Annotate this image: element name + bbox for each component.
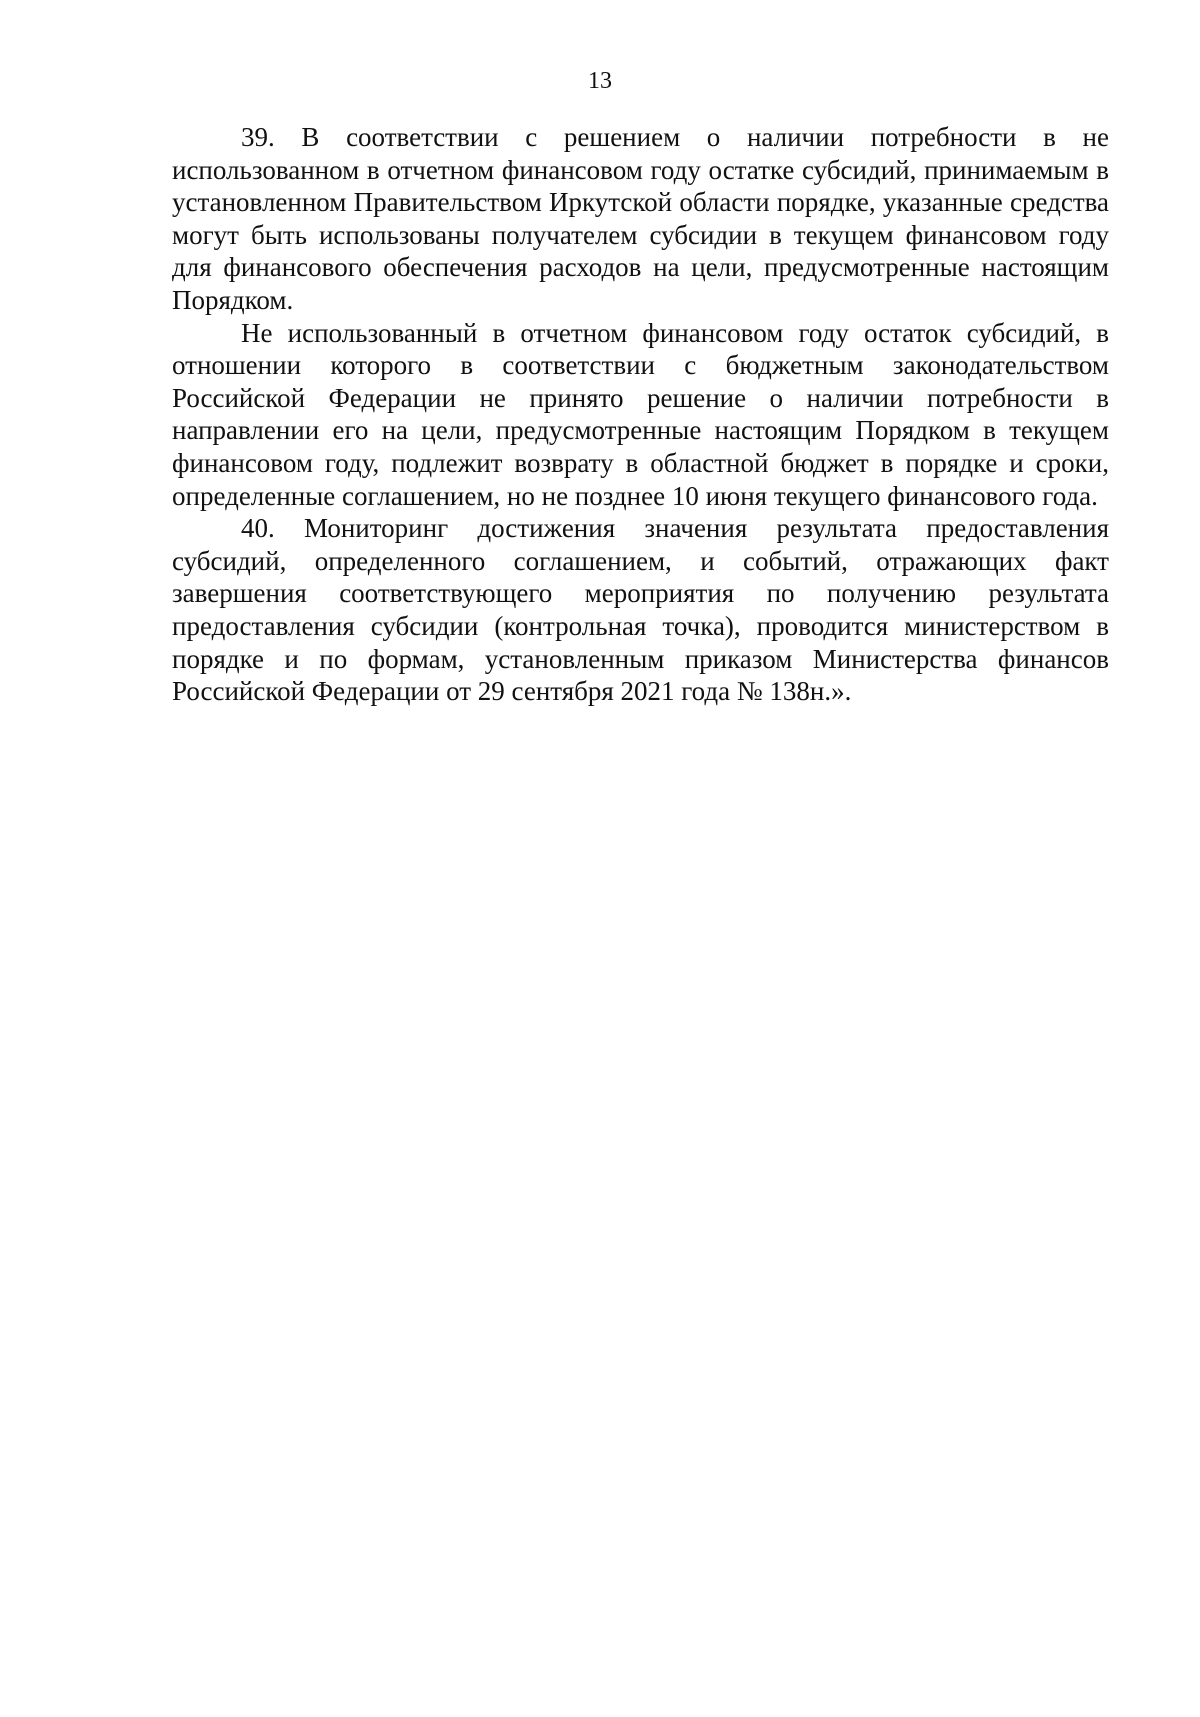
paragraph-40: 40. Мониторинг достижения значения результата предоставления субсидий, определенного соглашением, и событий, отражающих факт завершения соответствующего мероприятия по получению результата предоставления субсидии (контрольная точка), проводится министерством в порядке и по формам, установленным приказом Министерства финансов Российской Федерации от 29 сентября 2021 года № 138н.». (172, 513, 1109, 707)
paragraph-unused-balance: Не использованный в отчетном финансовом году остаток субсидий, в отношении которого в соответствии с бюджетным законодательством Российской Федерации не принято решение о наличии потребности в направлении его на цели, предусмотренные настоящим Порядком в текущем финансовом году, подлежит возврату в областной бюджет в порядке и сроки, определенные соглашением, но не позднее 10 июня текущего финансового года. (172, 317, 1109, 511)
page-number: 13 (588, 68, 612, 94)
document-body (172, 121, 1109, 708)
paragraph-39: 39. В соответствии с решением о наличии потребности в не использованном в отчетном финансовом году остатке субсидий, принимаемым в установленном Правительством Иркутской области порядке, указанные средства могут быть использованы получателем субсидии в текущем финансовом году для финансового обеспечения расходов на цели, предусмотренные настоящим Порядком. (172, 122, 1109, 315)
